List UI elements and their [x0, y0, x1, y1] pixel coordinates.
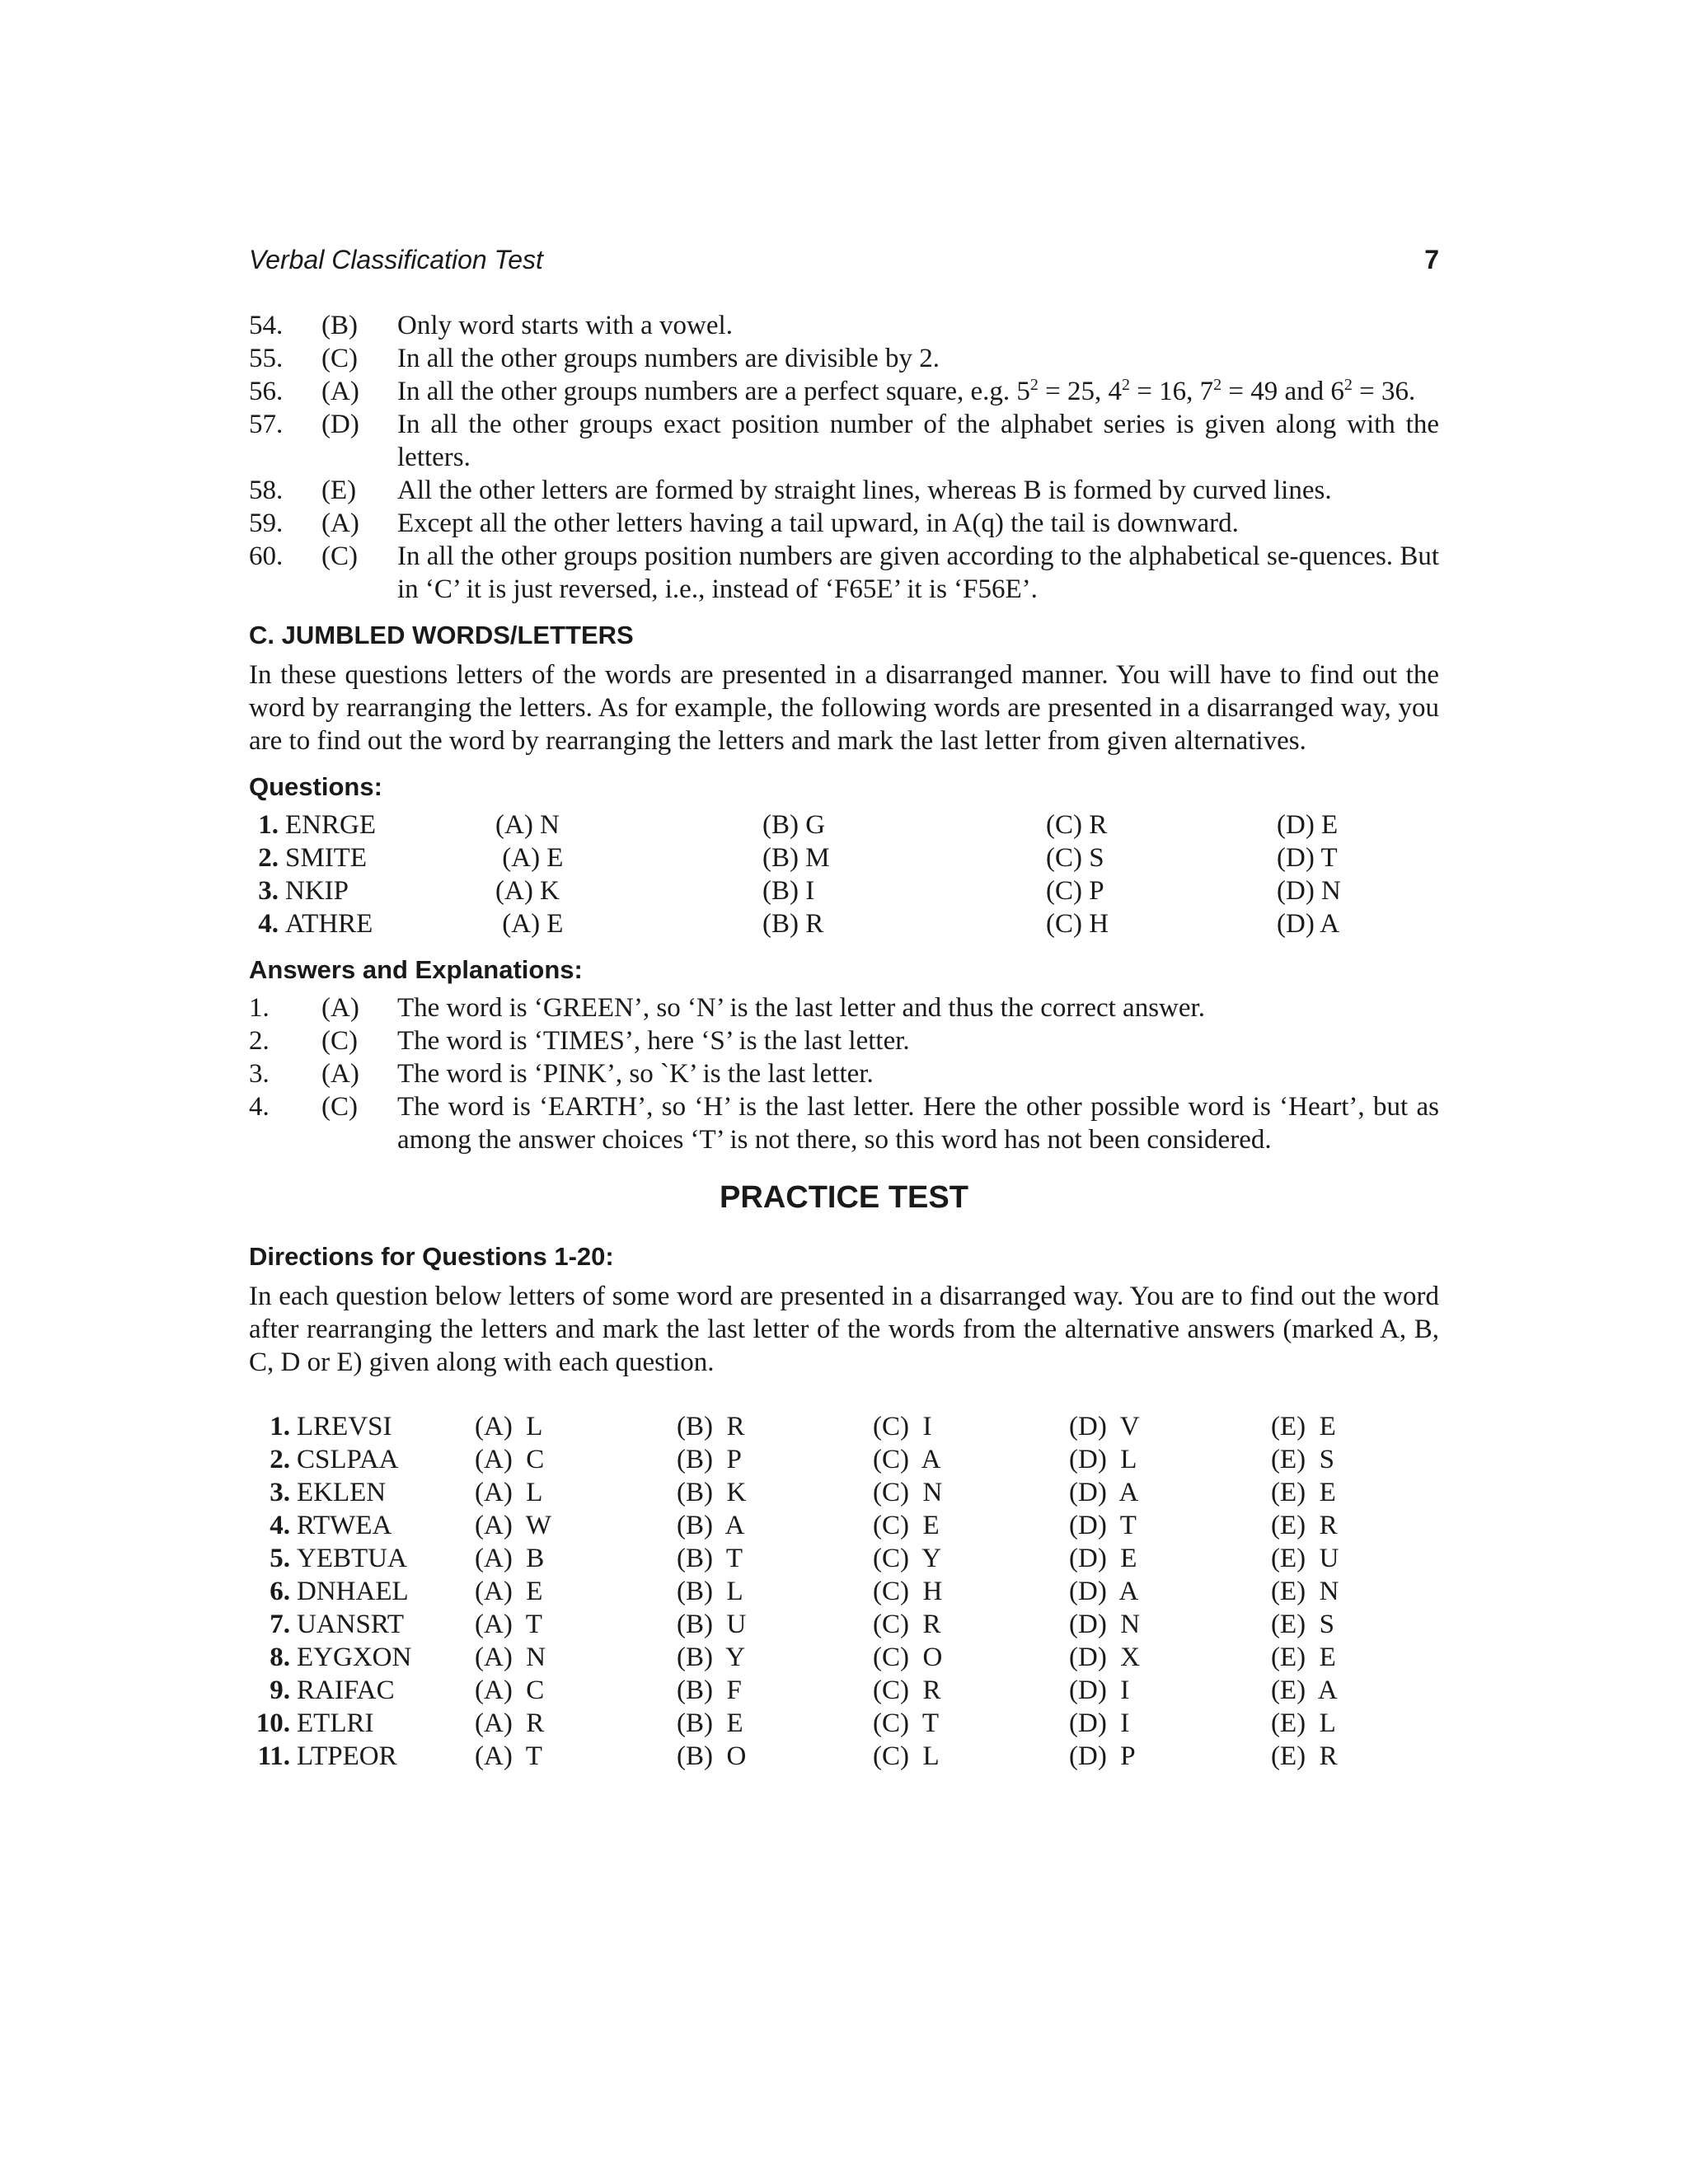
option-d: (D) N	[1069, 1610, 1141, 1639]
answer-item	[249, 1057, 1439, 1090]
explanation-item	[249, 507, 1439, 540]
answer-option: (A)	[321, 993, 359, 1023]
option-d: (D) A	[1069, 1478, 1139, 1507]
practice-test-heading: PRACTICE TEST	[720, 1180, 968, 1215]
answers-heading: Answers and Explanations:	[249, 955, 583, 984]
answer-item	[249, 1090, 1439, 1156]
explanation-number: 54.	[249, 311, 284, 340]
option-d: (D) P	[1069, 1741, 1136, 1771]
question-number: 8.	[270, 1643, 290, 1672]
option-a: (A) E	[475, 1577, 543, 1606]
questions-heading: Questions:	[249, 772, 382, 801]
question-number: 7.	[270, 1610, 290, 1639]
question-row	[249, 841, 1439, 874]
answer-text: The word is ‘PINK’, so `K’ is the last letter.	[397, 1059, 874, 1089]
option-e: (E) U	[1271, 1544, 1339, 1573]
option-e: (E) A	[1271, 1675, 1338, 1705]
option-b: (B) O	[677, 1741, 747, 1771]
question-number: 10.	[256, 1708, 290, 1738]
jumbled-word: ETLRI	[297, 1708, 374, 1738]
question-number: 2.	[258, 843, 279, 873]
question-number: 1.	[270, 1412, 290, 1441]
explanation-text: All the other letters are formed by straight lines, whereas B is formed by curved lines.	[397, 476, 1332, 505]
option-b: (B) U	[677, 1610, 747, 1639]
option-c: (C) S	[1046, 843, 1104, 873]
explanation-text: In all the other groups exact position number of the alphabet series is given along with the letters.	[397, 410, 1439, 472]
option-a: (A) R	[475, 1708, 545, 1738]
explanation-item	[249, 342, 1439, 375]
running-title: Verbal Classification Test	[249, 245, 543, 274]
option-e: (E) S	[1271, 1610, 1334, 1639]
option-c: (C) N	[873, 1478, 943, 1507]
option-b: (B) R	[762, 909, 824, 939]
answer-number: 4.	[249, 1092, 270, 1122]
option-d: (D) T	[1277, 843, 1338, 873]
option-b: (B) Y	[677, 1643, 746, 1672]
question-number: 4.	[258, 909, 279, 939]
option-a: (A) N	[495, 810, 560, 840]
option-e: (E) E	[1271, 1643, 1336, 1672]
section-heading: C. JUMBLED WORDS/LETTERS	[249, 621, 634, 649]
option-a: (A) E	[495, 843, 564, 873]
practice-question-row	[249, 1608, 1439, 1641]
option-e: (E) R	[1271, 1511, 1338, 1540]
option-e: (E) N	[1271, 1577, 1339, 1606]
option-d: (D) L	[1069, 1445, 1137, 1474]
explanation-item	[249, 408, 1439, 474]
option-a: (A) C	[475, 1445, 545, 1474]
option-c: (C) R	[1046, 810, 1108, 840]
question-row	[249, 808, 1439, 841]
answer-number: 2.	[249, 1026, 270, 1056]
option-b: (B) L	[677, 1577, 743, 1606]
explanation-number: 55.	[249, 344, 284, 373]
option-a: (A) B	[475, 1544, 545, 1573]
jumbled-word: RAIFAC	[297, 1675, 395, 1705]
question-number: 4.	[270, 1511, 290, 1540]
option-d: (D) I	[1069, 1708, 1130, 1738]
jumbled-word: DNHAEL	[297, 1577, 409, 1606]
option-b: (B) I	[762, 876, 815, 906]
practice-question-row	[249, 1674, 1439, 1707]
option-c: (C) H	[873, 1577, 943, 1606]
practice-question-row	[249, 1476, 1439, 1509]
example-questions	[249, 808, 1439, 940]
option-c: (C) R	[873, 1675, 941, 1705]
practice-question-row	[249, 1443, 1439, 1476]
explanation-option: (B)	[321, 311, 358, 340]
explanation-option: (E)	[321, 476, 357, 505]
option-e: (E) L	[1271, 1708, 1336, 1738]
explanation-item	[249, 309, 1439, 342]
practice-question-row	[249, 1575, 1439, 1608]
question-number: 3.	[258, 876, 279, 906]
explanation-option: (A)	[321, 377, 359, 406]
option-a: (A) E	[495, 909, 564, 939]
question-number: 9.	[270, 1675, 290, 1705]
jumbled-word: SMITE	[285, 843, 367, 873]
option-a: (A) T	[475, 1610, 542, 1639]
explanation-text: In all the other groups position numbers are given according to the alphabetical se-quences. But in ‘C’ it is just reversed, i.e., instead of ‘F65E’ it is ‘F56E’.	[397, 541, 1439, 604]
answer-text: The word is ‘TIMES’, here ‘S’ is the last letter.	[397, 1026, 910, 1056]
directions-text: In each question below letters of some word are presented in a disarranged way. You are to find out the word after rearranging the letters and mark the last letter of the words from the alternative answers (marked A, B, C, D or E) given along with each question.	[249, 1282, 1439, 1377]
option-d: (D) A	[1069, 1577, 1139, 1606]
explanation-number: 59.	[249, 509, 284, 538]
option-c: (C) P	[1046, 876, 1104, 906]
answer-option: (A)	[321, 1059, 359, 1089]
explanation-number: 60.	[249, 541, 284, 571]
explanation-text: Except all the other letters having a tail upward, in A(q) the tail is downward.	[397, 509, 1239, 538]
jumbled-word: EKLEN	[297, 1478, 387, 1507]
option-e: (E) E	[1271, 1412, 1336, 1441]
explanation-item	[249, 540, 1439, 606]
option-c: (C) E	[873, 1511, 940, 1540]
option-b: (B) M	[762, 843, 830, 873]
option-c: (C) H	[1046, 909, 1109, 939]
jumbled-word: YEBTUA	[297, 1544, 407, 1573]
jumbled-word: ATHRE	[285, 909, 373, 939]
jumbled-word: UANSRT	[297, 1610, 405, 1639]
option-d: (D) N	[1277, 876, 1341, 906]
explanation-option: (C)	[321, 344, 358, 373]
option-d: (D) A	[1277, 909, 1340, 939]
explanation-text: In all the other groups numbers are divisible by 2.	[397, 344, 940, 373]
option-b: (B) R	[677, 1412, 745, 1441]
option-e: (E) R	[1271, 1741, 1338, 1771]
answers-list	[249, 991, 1439, 1156]
option-a: (A) K	[495, 876, 560, 906]
option-b: (B) A	[677, 1511, 745, 1540]
jumbled-word: CSLPAA	[297, 1445, 399, 1474]
answer-text: The word is ‘GREEN’, so ‘N’ is the last letter and thus the correct answer.	[397, 993, 1205, 1023]
explanation-number: 58.	[249, 476, 284, 505]
option-c: (C) L	[873, 1741, 940, 1771]
jumbled-word: NKIP	[285, 876, 349, 906]
question-number: 2.	[270, 1445, 290, 1474]
answer-item	[249, 1024, 1439, 1057]
answer-number: 3.	[249, 1059, 270, 1089]
option-a: (A) L	[475, 1412, 543, 1441]
option-c: (C) T	[873, 1708, 940, 1738]
explanation-option: (D)	[321, 410, 359, 439]
question-number: 5.	[270, 1544, 290, 1573]
explanation-number: 57.	[249, 410, 284, 439]
option-d: (D) E	[1069, 1544, 1137, 1573]
practice-question-row	[249, 1410, 1439, 1443]
question-number: 11.	[257, 1741, 290, 1771]
option-d: (D) V	[1069, 1412, 1140, 1441]
jumbled-word: RTWEA	[297, 1511, 392, 1540]
option-e: (E) E	[1271, 1478, 1336, 1507]
practice-question-row	[249, 1641, 1439, 1674]
option-b: (B) F	[677, 1675, 742, 1705]
option-a: (A) N	[475, 1643, 546, 1672]
option-c: (C) A	[873, 1445, 941, 1474]
page-number: 7	[1424, 245, 1439, 274]
page-content	[249, 309, 1439, 1773]
directions-heading: Directions for Questions 1-20:	[249, 1242, 614, 1271]
explanation-text: In all the other groups numbers are a perfect square, e.g. $5^2 = 25$, $4^2 = 16$, $7^2 = 49$ and $6^2 = 36$.	[397, 376, 1416, 406]
jumbled-word: EYGXON	[297, 1643, 412, 1672]
jumbled-word: LREVSI	[297, 1412, 392, 1441]
option-c: (C) I	[873, 1412, 932, 1441]
jumbled-word: LTPEOR	[297, 1741, 397, 1771]
option-b: (B) K	[677, 1478, 747, 1507]
answer-text: The word is ‘EARTH’, so ‘H’ is the last letter. Here the other possible word is ‘Heart’, but as among the answer choices ‘T’ is not there, so this word has not been considered.	[397, 1092, 1439, 1155]
answer-number: 1.	[249, 993, 270, 1023]
explanation-item	[249, 375, 1439, 408]
question-row	[249, 907, 1439, 940]
answer-option: (C)	[321, 1026, 358, 1056]
question-number: 6.	[270, 1577, 290, 1606]
practice-question-row	[249, 1509, 1439, 1542]
option-b: (B) T	[677, 1544, 743, 1573]
explanations-list	[249, 309, 1439, 606]
option-d: (D) T	[1069, 1511, 1137, 1540]
question-number: 3.	[270, 1478, 290, 1507]
option-b: (B) G	[762, 810, 826, 840]
explanation-item	[249, 474, 1439, 507]
option-b: (B) E	[677, 1708, 743, 1738]
explanation-option: (A)	[321, 509, 359, 538]
section-intro: In these questions letters of the words are presented in a disarranged manner. You will have to find out the word by rearranging the letters. As for example, the following words are presented in a disarranged way, you are to find out the word by rearranging the letters and mark the last letter from given alternatives.	[249, 660, 1439, 756]
question-number: 1.	[258, 810, 279, 840]
option-a: (A) C	[475, 1675, 545, 1705]
answer-option: (C)	[321, 1092, 358, 1122]
option-d: (D) I	[1069, 1675, 1130, 1705]
option-d: (D) X	[1069, 1643, 1141, 1672]
practice-questions	[249, 1410, 1439, 1773]
practice-question-row	[249, 1707, 1439, 1740]
running-header	[249, 241, 1439, 279]
explanation-number: 56.	[249, 377, 284, 406]
option-b: (B) P	[677, 1445, 742, 1474]
practice-question-row	[249, 1542, 1439, 1575]
explanation-option: (C)	[321, 541, 358, 571]
explanation-text: Only word starts with a vowel.	[397, 311, 733, 340]
option-d: (D) E	[1277, 810, 1339, 840]
option-a: (A) T	[475, 1741, 542, 1771]
option-c: (C) O	[873, 1643, 943, 1672]
option-c: (C) Y	[873, 1544, 942, 1573]
practice-question-row	[249, 1740, 1439, 1773]
option-c: (C) R	[873, 1610, 941, 1639]
question-row	[249, 874, 1439, 907]
answer-item	[249, 991, 1439, 1024]
option-a: (A) W	[475, 1511, 551, 1540]
jumbled-word: ENRGE	[285, 810, 376, 840]
option-e: (E) S	[1271, 1445, 1334, 1474]
option-a: (A) L	[475, 1478, 543, 1507]
